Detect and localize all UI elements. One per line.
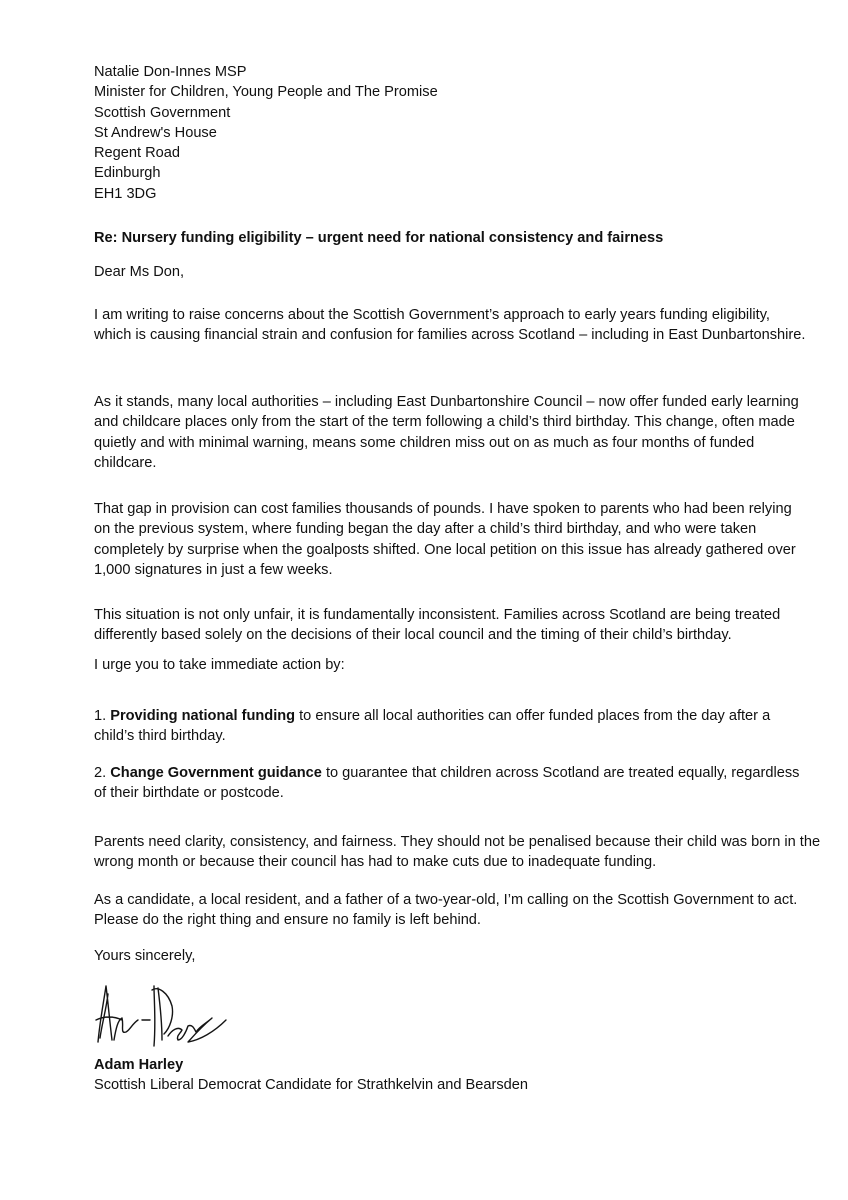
paragraph-line: Please do the right thing and ensure no family is left behind. <box>94 912 481 929</box>
recipient-address <box>94 62 814 204</box>
closing-paragraph-1 <box>94 832 821 873</box>
action-text: to guarantee that children across Scotland are treated equally, regardless <box>321 765 800 781</box>
paragraph-line: Dunbartonshire. <box>701 327 806 344</box>
action-bold: Change Government guidance <box>110 765 322 781</box>
paragraph-line: I am writing to raise concerns about the Scottish Government’s approach to early years funding eligibility, <box>94 307 770 323</box>
paragraph-line: wrong month or because their council has had to make cuts due to inadequate funding. <box>94 854 657 871</box>
paragraph-3 <box>94 499 814 580</box>
paragraph-line: As a candidate, a local resident, and a father of a two-year-old, I’m calling on the Scottish Government to act. <box>94 892 798 908</box>
paragraph-line: Parents need clarity, consistency, and fairness. They should not be penalised because their child was born in the <box>94 834 821 850</box>
subject-line: Re: Nursery funding eligibility – urgent need for national consistency and fairness <box>94 230 664 246</box>
address-line: St Andrew's House <box>94 124 217 141</box>
paragraph-line: As it stands, many local authorities – including East Dunbartonshire Council – now offer funded early learning <box>94 394 799 410</box>
salutation: Dear Ms Don, <box>94 264 185 280</box>
action-item-1 <box>94 706 814 747</box>
address-line: Minister for Children, Young People and The Promise <box>94 84 438 101</box>
address-line: Edinburgh <box>94 165 161 182</box>
paragraph-1 <box>94 305 814 346</box>
paragraph-line: This situation is not only unfair, it is fundamentally inconsistent. Families across Scotland are being treated <box>94 607 781 623</box>
handwritten-signature <box>92 980 232 1058</box>
address-line: EH1 3DG <box>94 185 157 202</box>
closing-paragraph-2 <box>94 890 814 931</box>
paragraph-line: completely by surprise when the goalposts shifted. One local petition on this issue has already gathered over <box>94 541 796 558</box>
paragraph-line: and childcare places only from the start of the term following a child’s third birthday. This change, often made <box>94 414 795 431</box>
address-line: Scottish Government <box>94 104 231 121</box>
signatory-title: Scottish Liberal Democrat Candidate for Strathkelvin and Bearsden <box>94 1077 528 1093</box>
paragraph-line: quietly and with minimal warning, means some children miss out on as much as four months of funded <box>94 434 755 451</box>
urge-intro: I urge you to take immediate action by: <box>94 657 345 673</box>
paragraph-line: That gap in provision can cost families thousands of pounds. I have spoken to parents who had been relying <box>94 501 792 517</box>
paragraph-line: childcare. <box>94 454 157 471</box>
action-number: 2. <box>94 765 107 781</box>
action-text-line2: child’s third birthday. <box>94 728 226 745</box>
action-bold: Providing national funding <box>110 708 296 724</box>
action-text-line2: of their birthdate or postcode. <box>94 785 284 802</box>
paragraph-4 <box>94 605 814 646</box>
paragraph-line: 1,000 signatures in just a few weeks. <box>94 561 333 578</box>
paragraph-line: on the previous system, where funding began the day after a child’s third birthday, and who were taken <box>94 521 757 538</box>
action-text: to ensure all local authorities can offer funded places from the day after a <box>295 708 771 724</box>
address-line: Natalie Don-Innes MSP <box>94 64 247 80</box>
signatory-name: Adam Harley <box>94 1057 184 1073</box>
paragraph-2 <box>94 392 814 473</box>
paragraph-line: which is causing financial strain and confusion for families across Scotland – including in East <box>94 327 698 344</box>
action-number: 1. <box>94 708 107 724</box>
paragraph-line: differently based solely on the decisions of their local council and the timing of their child’s birthday. <box>94 627 732 644</box>
address-line: Regent Road <box>94 145 181 162</box>
action-item-2 <box>94 763 814 804</box>
signoff: Yours sincerely, <box>94 948 196 964</box>
